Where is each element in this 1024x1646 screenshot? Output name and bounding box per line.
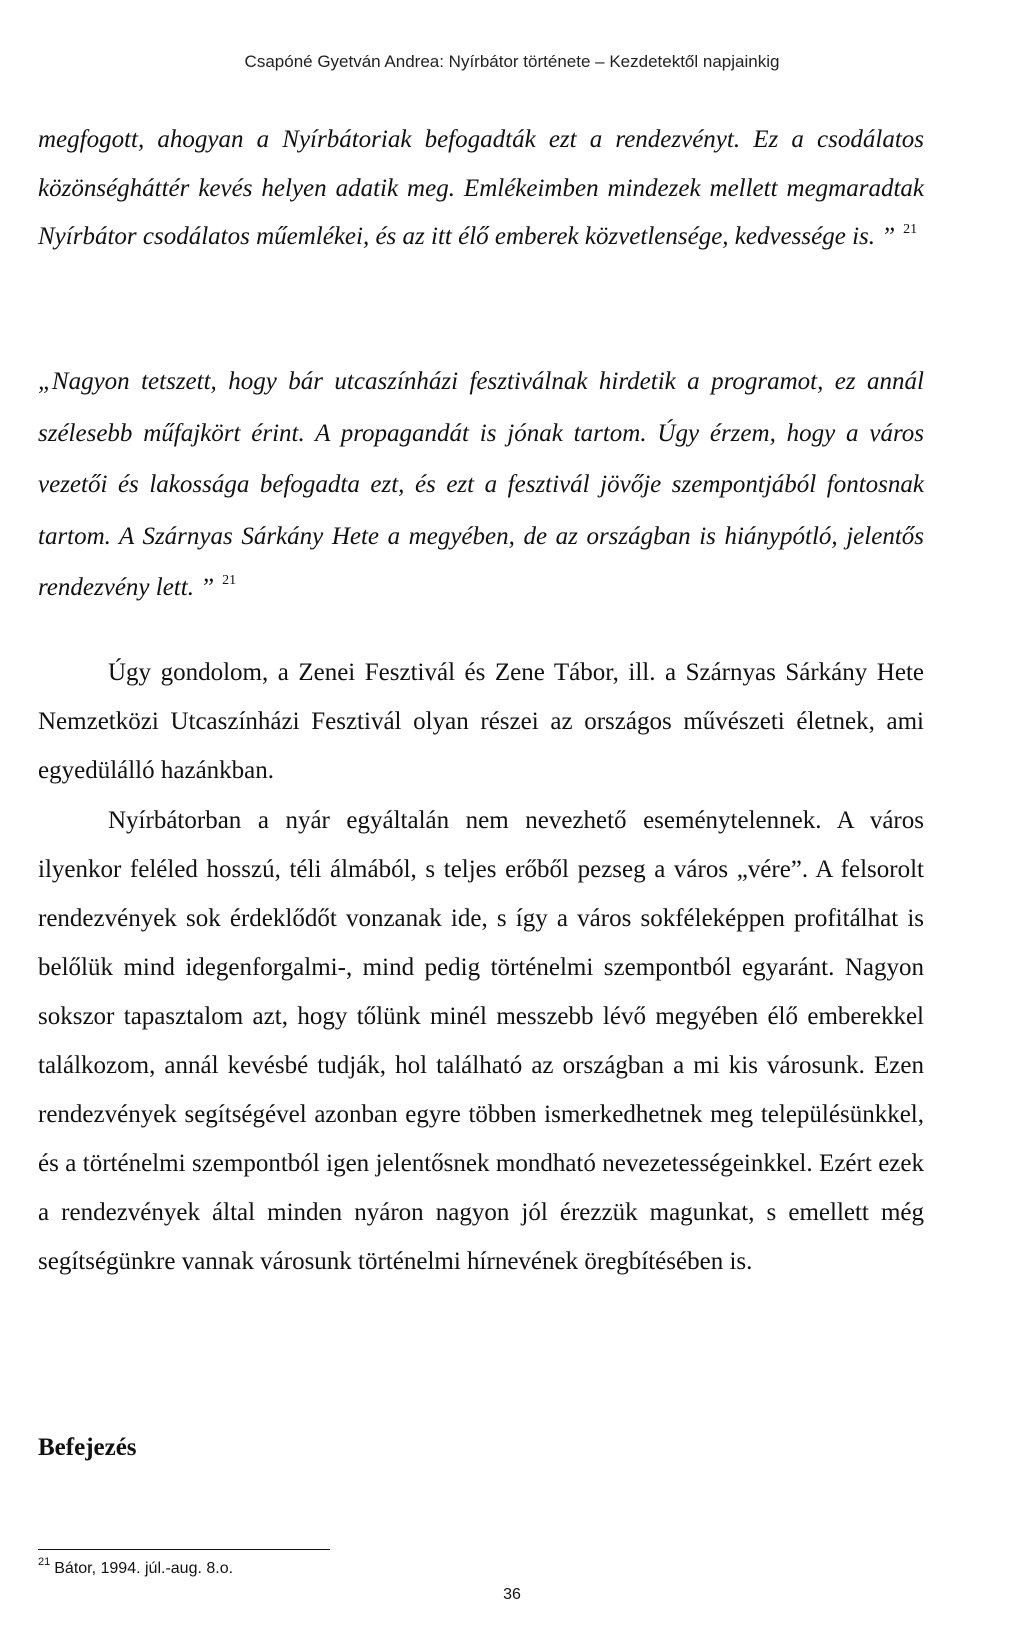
footnote-ref: 21 [222, 573, 237, 588]
quote-text: „Nagyon tetszett, hogy bár utcaszínházi fesztiválnak hirdetik a programot, ez annál szélesebb műfajkört érint. A propagandát is jónak tartom. Úgy érzem, hogy a város vezetői és lakossága befogadta ezt, és ezt a fesztivál jövője szempontjából fontosnak tartom. A Szárnyas Sárkány Hete a megyében, de az országban is hiánypótló, jelentős rendezvény lett. ” [38, 368, 924, 601]
footnote-mark: 21 [38, 1556, 51, 1568]
footnote [38, 1556, 233, 1578]
running-header: Csapóné Gyetván Andrea: Nyírbátor története – Kezdetektől napjainkig [244, 52, 780, 71]
footnote-separator [38, 1549, 330, 1550]
quote-paragraph-1 [38, 116, 924, 262]
quote-paragraph-2 [38, 356, 924, 614]
footnote-text: Bátor, 1994. júl.-aug. 8.o. [54, 1560, 234, 1577]
quote-text: megfogott, ahogyan a Nyírbátoriak befogadták ezt a rendezvényt. Ez a csodálatos közönségháttér kevés helyen adatik meg. Emlékeimben mindezek mellett megmaradtak Nyírbátor csodálatos műemlékei, és az itt élő emberek közvetlensége, kedvessége is. ” [38, 126, 924, 250]
page-number: 36 [503, 1586, 521, 1603]
body-paragraph-2: Nyírbátorban a nyár egyáltalán nem nevezhető eseménytelennek. A város ilyenkor feléled hosszú, téli álmából, s teljes erőből pezseg a város „vére”. A felsorolt rendezvények sok érdeklődőt vonzanak ide, s így a város sokféleképpen profitálhat is belőlük mind idegenforgalmi-, mind pedig történelmi szempontból egyaránt. Nagyon sokszor tapasztalom azt, hogy tőlünk minél messzebb lévő megyében élő emberekkel találkozom, annál kevésbé tudják, hol található az országban a mi kis városunk. Ezen rendezvények segítségével azonban egyre többen ismerkedhetnek meg településünkkel, és a történelmi szempontból igen jelentősnek mondható nevezetességeinkkel. Ezért ezek a rendezvények által minden nyáron nagyon jól érezzük magunkat, s emellett még segítségünkre vannak városunk történelmi hírnevének öregbítésében is. [38, 807, 924, 1275]
section-heading: Befejezés [38, 1434, 137, 1461]
body-paragraph-1: Úgy gondolom, a Zenei Fesztivál és Zene Tábor, ill. a Szárnyas Sárkány Hete Nemzetközi Utcaszínházi Fesztivál olyan részei az országos művészeti életnek, ami egyedülálló hazánkban. [38, 659, 924, 784]
footnote-ref: 21 [903, 222, 918, 237]
